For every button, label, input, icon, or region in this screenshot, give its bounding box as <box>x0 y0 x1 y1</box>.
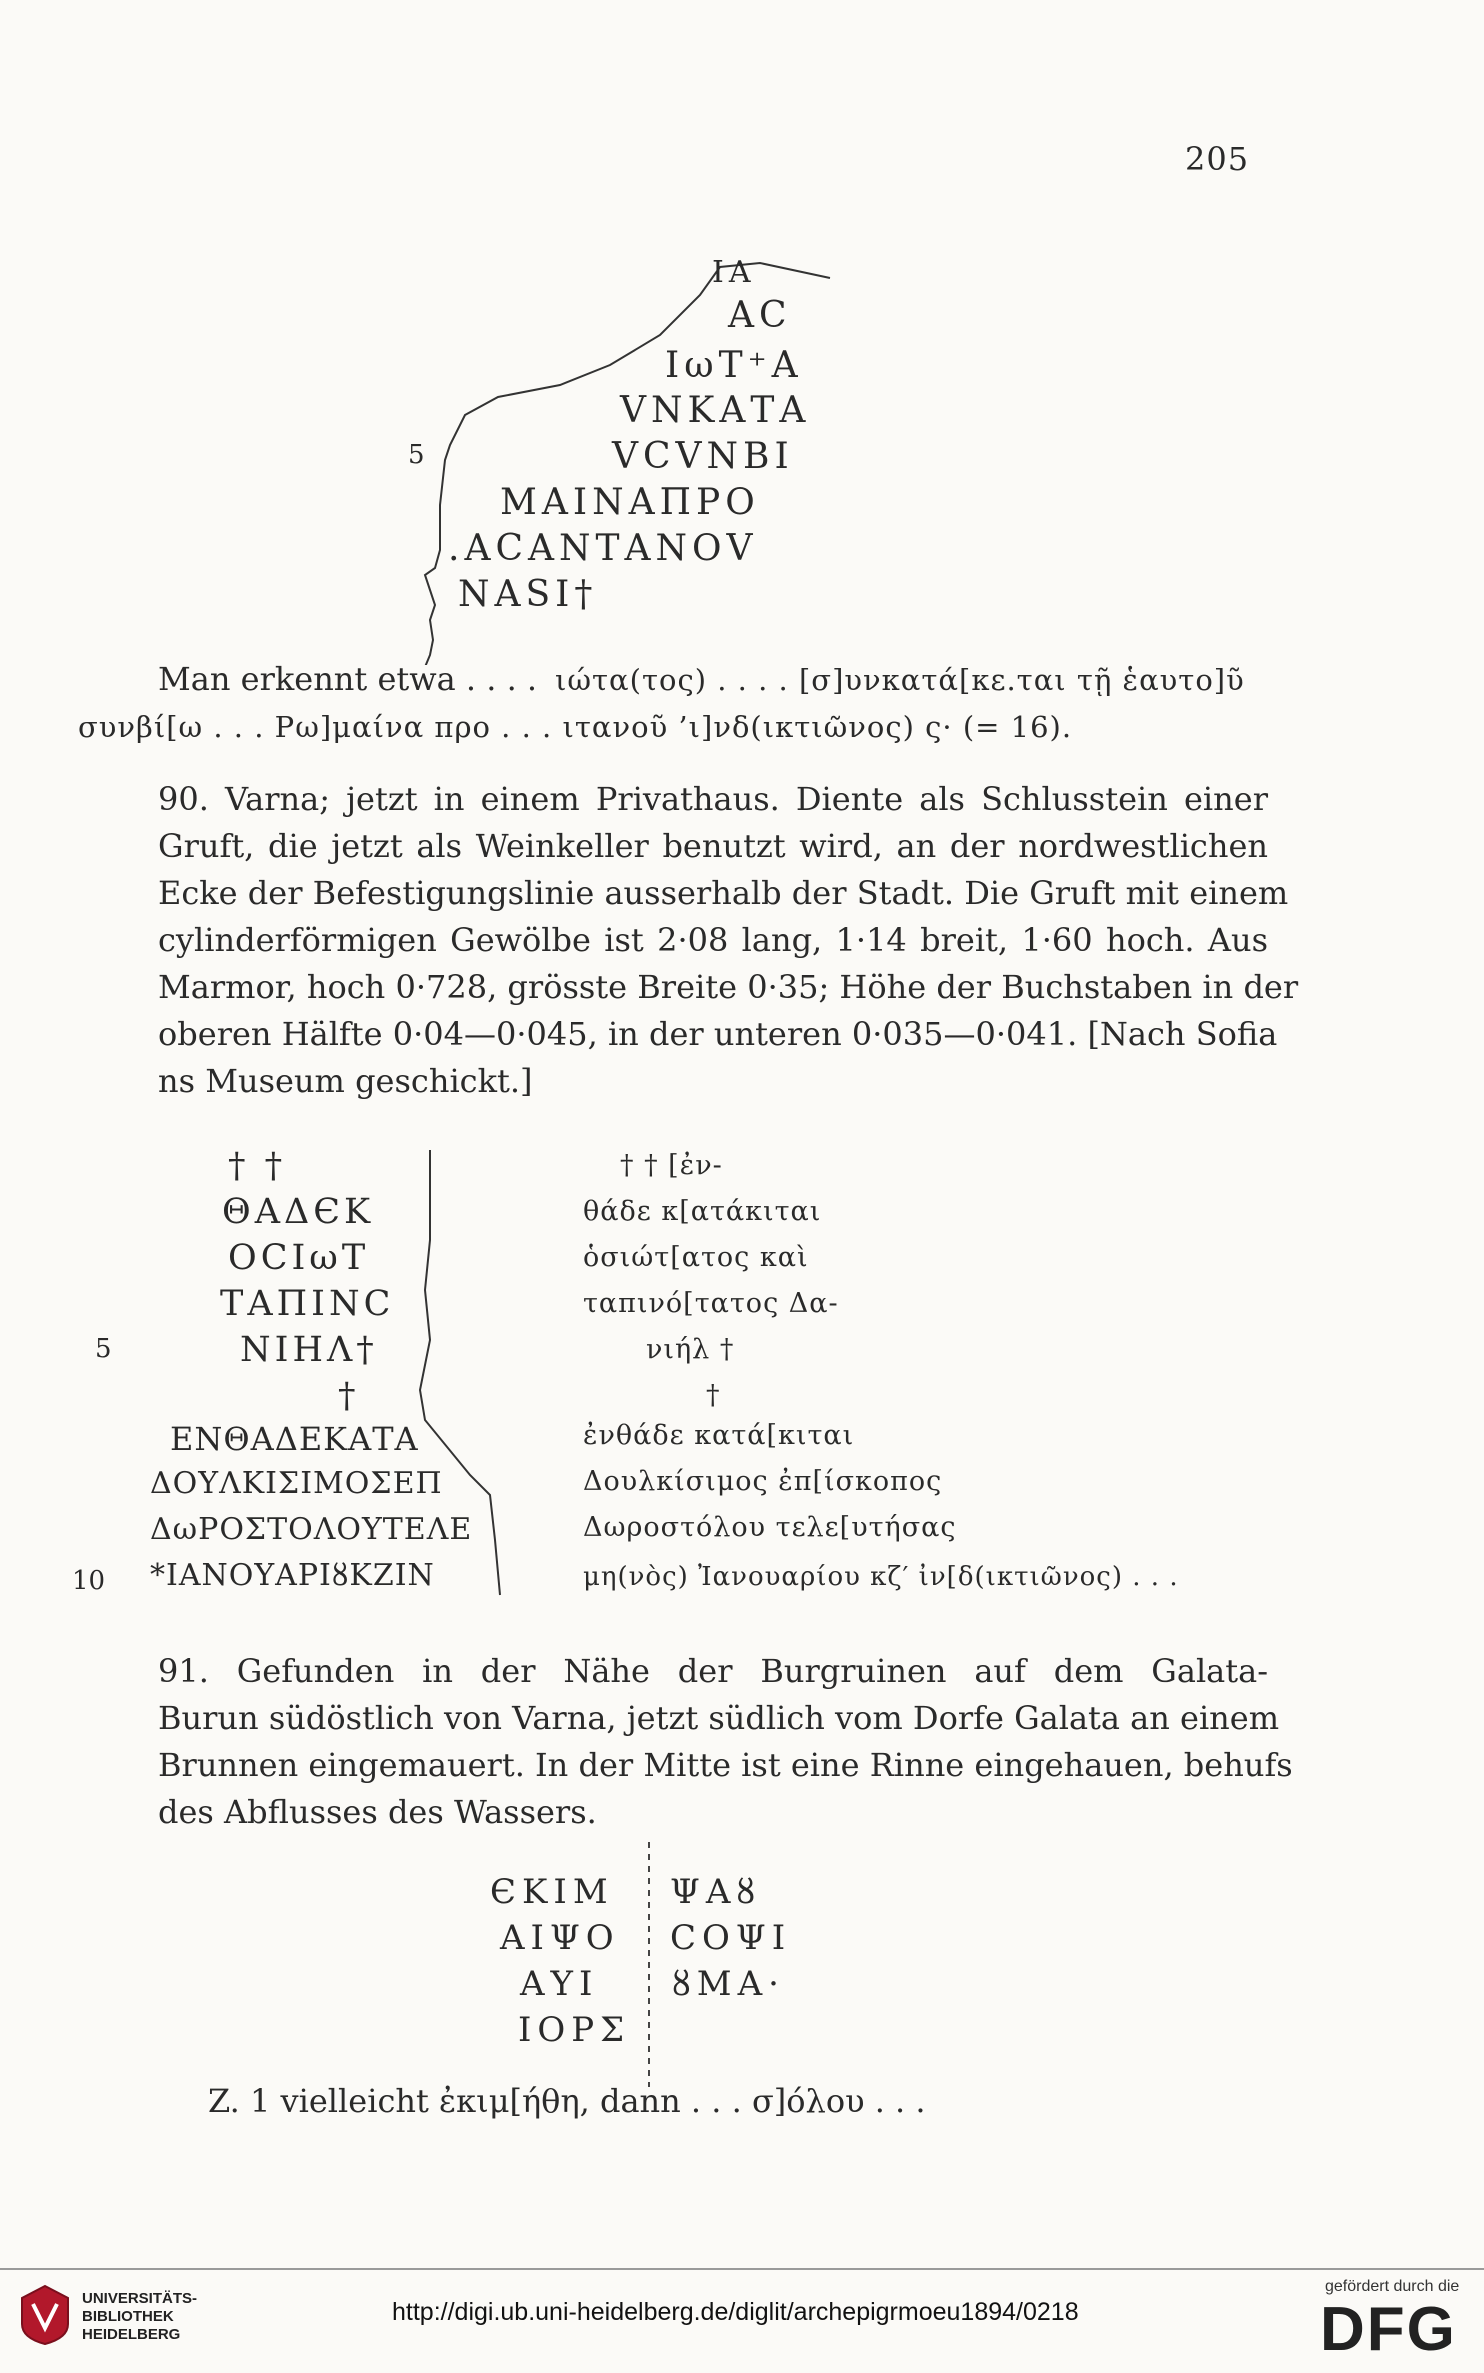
inscription-90-right-5: νιήλ † <box>646 1334 735 1365</box>
dfg-logo: DFG <box>1320 2295 1457 2364</box>
inscription-90-right-10: μη(νὸς) Ἰανουαρίου κζ′ ἰν[δ(ικτιῶνος) . . . <box>583 1562 1179 1592</box>
paragraph-line: des Abflusses des Wassers. <box>158 1793 597 1831</box>
line-number-5: 5 <box>408 440 425 470</box>
inscription-90-left-5: ΝΙΗΛ† <box>240 1330 378 1370</box>
paragraph-line: cylinderförmigen Gewölbe ist 2·08 lang, 1·14 breit, 1·60 hoch. Aus <box>158 921 1268 959</box>
inscription-89-line-4: VΝΚΑΤΑ <box>620 390 811 431</box>
paragraph-91 <box>158 1648 1293 1836</box>
inscription-91-right-1: ΨΑȣ <box>670 1872 762 1912</box>
paragraph-line: ns Museum geschickt.] <box>158 1062 533 1100</box>
inscription-90-left-2: ΘΑΔЄΚ <box>222 1192 375 1232</box>
inscription-90-left-6: † <box>338 1376 360 1416</box>
inscription-90-left-9: ΔωΡΟΣΤΟΛΟΥΤΕΛΕ <box>150 1512 473 1547</box>
line-number-10: 10 <box>72 1566 106 1596</box>
inscription-89-line-1: ΙΑ <box>712 255 756 290</box>
inscription-90-left-4: ΤΑΠΙΝϹ <box>220 1284 395 1324</box>
paragraph-line: Marmor, hoch 0·728, grösste Breite 0·35; Höhe der Buchstaben in der <box>158 968 1299 1006</box>
inscription-91-left-1: ЄΚΙΜ <box>490 1872 614 1912</box>
inscription-90-left-7: ΕΝΘΑΔΕΚΑΤΑ <box>170 1420 419 1458</box>
inscription-90-right-7: ἐνθάδε κατά[κιται <box>583 1420 855 1451</box>
channel-divider <box>640 1842 660 2092</box>
inscription-89-line-5: VCVΝΒΙ <box>612 436 794 477</box>
library-logo-line: BIBLIOTHEK <box>82 2308 174 2325</box>
university-seal-icon <box>18 2284 72 2346</box>
paragraph-line: 91. Gefunden in der Nähe der Burgruinen auf dem Galata- <box>158 1652 1268 1690</box>
transcription-89-lead: Man erkennt etwa . . . . <box>158 660 538 698</box>
paragraph-line: oberen Hälfte 0·04—0·045, in der unteren 0·035—0·041. [Nach Sofia <box>158 1015 1278 1053</box>
inscription-91-left-4: ΙΟΡΣ <box>518 2010 631 2050</box>
inscription-89-line-3: ΙωΤ⁺Α <box>665 345 803 386</box>
inscription-90-right-3: ὁσιώτ[ατος καὶ <box>583 1242 809 1273</box>
library-logo-line: HEIDELBERG <box>82 2326 181 2343</box>
footnote: Z. 1 vielleicht ἐκιμ[ήθη, dann . . . σ]όλου . . . <box>208 2082 926 2120</box>
inscription-90-right-6: † <box>706 1380 721 1411</box>
inscription-90-left-8: ΔΟΥΛΚΙΣΙΜΟΣΕΠ <box>150 1466 443 1501</box>
footer-url-link[interactable]: http://digi.ub.uni-heidelberg.de/diglit/archepigrmoeu1894/0218 <box>392 2298 1079 2326</box>
inscription-89-line-8: ΝΑSΙ† <box>458 574 598 615</box>
inscription-91-left-2: ΑΙΨΟ <box>500 1918 620 1958</box>
paragraph-line: Burun südöstlich von Varna, jetzt südlich vom Dorfe Galata an einem <box>158 1699 1280 1737</box>
paragraph-line: Brunnen eingemauert. In der Mitte ist eine Rinne eingehauen, behufs <box>158 1746 1293 1784</box>
paragraph-line: Gruft, die jetzt als Weinkeller benutzt wird, an der nordwestlichen <box>158 827 1268 865</box>
inscription-90-left-10: *ΙΑΝΟΥΑΡΙȣΚΖΙΝ <box>150 1558 435 1593</box>
funder-label: gefördert durch die <box>1325 2278 1460 2295</box>
inscription-91-right-2: CΟΨΙ <box>670 1918 792 1958</box>
paragraph-line: 90. Varna; jetzt in einem Privathaus. Diente als Schlusstein einer <box>158 780 1268 818</box>
inscription-89-line-7: .ΑCΑΝΤΑΝΟV <box>448 528 758 569</box>
inscription-89-line-6: ΜΑΙΝΑΠΡΟ <box>500 482 760 523</box>
library-logo-text <box>82 2290 197 2344</box>
inscription-90-right-2: θάδε κ[ατάκιται <box>583 1196 822 1227</box>
inscription-89-line-2: ΑC <box>728 295 792 336</box>
inscription-91-right-3: ȣΜΑ· <box>672 1964 785 2004</box>
footer-divider <box>0 2268 1484 2270</box>
inscription-90-right-1: † † [ἐν- <box>620 1150 723 1181</box>
inscription-90-left-1: † † <box>228 1146 287 1186</box>
paragraph-90 <box>158 776 1299 1105</box>
inscription-91-left-3: ΑΥΙ <box>520 1964 599 2004</box>
inscription-90-left-3: ΟCΙωΤ <box>228 1238 370 1278</box>
transcription-89-greek-2: συνβί[ω . . . Ρω]μαίνα προ . . . ιτανοῦ ’ι]νδ(ικτιῶνος) ς· (= 16). <box>78 710 1073 744</box>
transcription-89-greek-1: ιώτα(τος) . . . . [σ]υνκατά[κε.ται τῇ ἑαυτο]ῦ <box>555 663 1245 697</box>
inscription-90-right-9: Δωροστόλου τελε[υτήσας <box>583 1512 957 1543</box>
line-number-5: 5 <box>95 1334 112 1364</box>
inscription-90-right-8: Δουλκίσιμος ἐπ[ίσκοπος <box>583 1466 943 1497</box>
paragraph-line: Ecke der Befestigungslinie ausserhalb der Stadt. Die Gruft mit einem <box>158 874 1289 912</box>
library-logo-line: UNIVERSITÄTS- <box>82 2290 198 2307</box>
page-number: 205 <box>1185 140 1250 178</box>
inscription-90-right-4: ταπινό[τατος Δα- <box>583 1288 839 1319</box>
